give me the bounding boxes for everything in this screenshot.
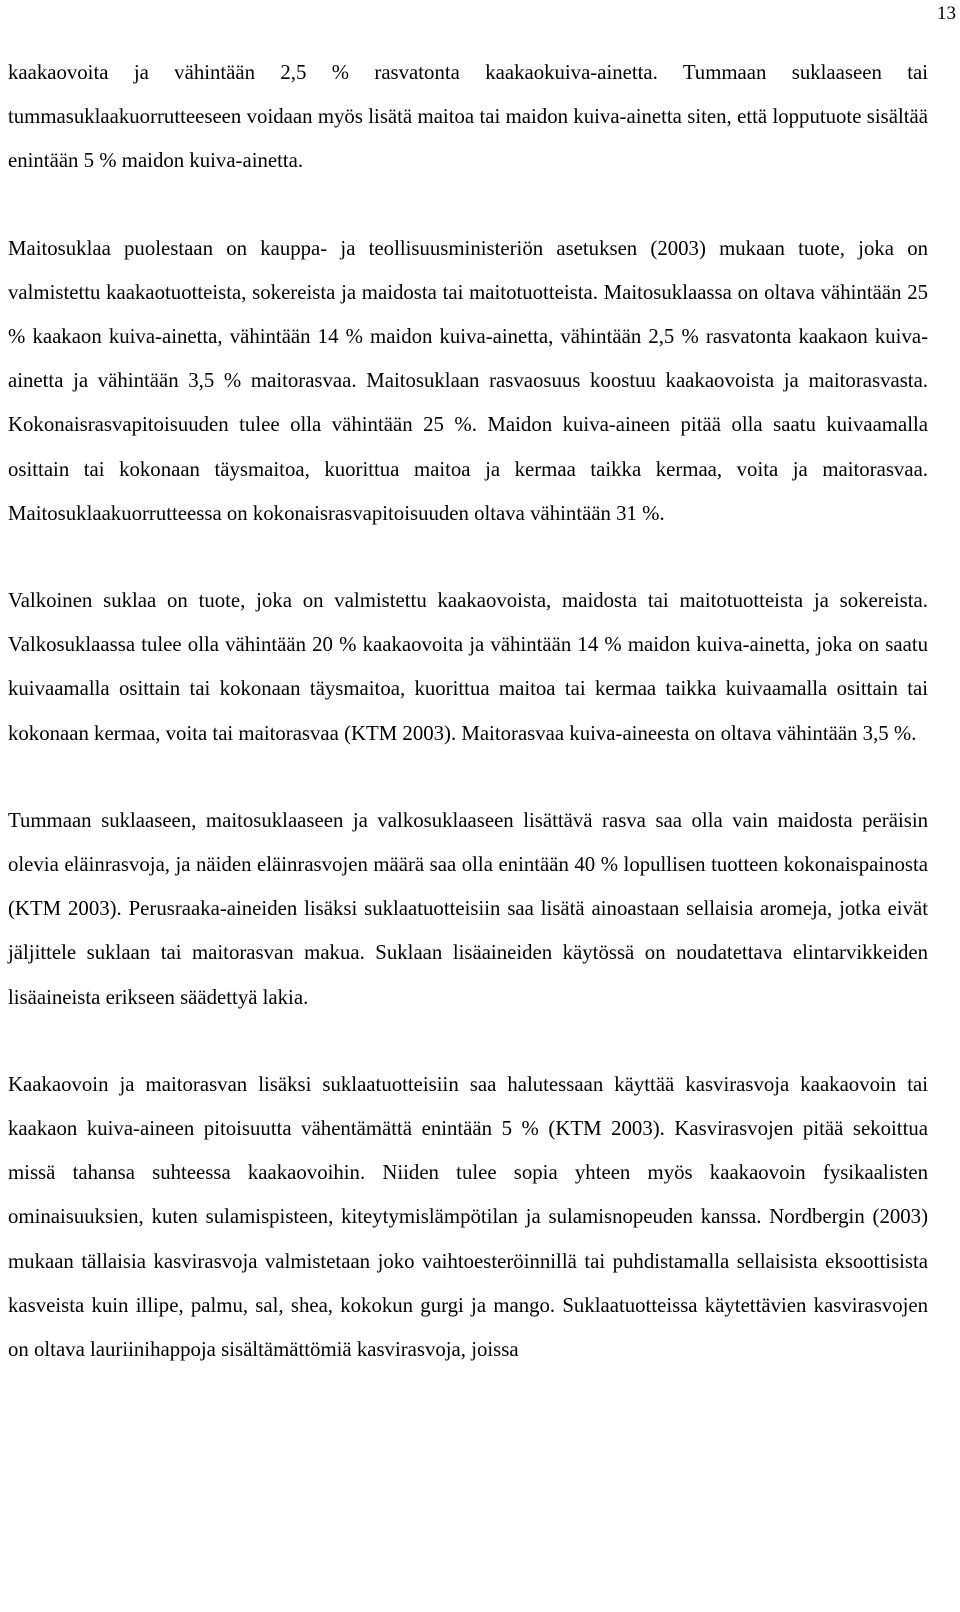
paragraph-5: Kaakaovoin ja maitorasvan lisäksi suklaatuotteisiin saa halutessaan käyttää kasvirasvoja kaakaovoin tai kaakaon kuiva-aineen pitoisuutta vähentämättä enintään 5 % (KTM 2003). Kasvirasvojen pitää sekoittua missä tahansa suhteessa kaakaovoihin. Niiden tulee sopia yhteen myös kaakaovoin fysikaalisten ominaisuuksien, kuten sulamispisteen, kiteytymislämpötilan ja sulamisnopeuden kanssa. Nordbergin (2003) mukaan tällaisia kasvirasvoja valmistetaan joko vaihtoesteröinnillä tai puhdistamalla sellaisista eksoottisista kasveista kuin illipe, palmu, sal, shea, kokokun gurgi ja mango. Suklaatuotteissa käytettävien kasvirasvojen on oltava lauriinihappoja sisältämättömiä kasvirasvoja, joissa <box>8 1072 928 1362</box>
paragraph-1: kaakaovoita ja vähintään 2,5 % rasvatonta kaakaokuiva-ainetta. Tummaan suklaaseen tai tummasuklaakuorrutteeseen voidaan myös lisätä maitoa tai maidon kuiva-ainetta siten, että lopputuote sisältää enintään 5 % maidon kuiva-ainetta. <box>8 61 928 173</box>
paragraph-4: Tummaan suklaaseen, maitosuklaaseen ja valkosuklaaseen lisättävä rasva saa olla vain maidosta peräisin olevia eläinrasvoja, ja näiden eläinrasvojen määrä saa olla enintään 40 % lopullisen tuotteen kokonaispainosta (KTM 2003). Perusraaka-aineiden lisäksi suklaatuotteisiin saa lisätä ainoastaan sellaisia aromeja, jotka eivät jäljittele suklaan tai maitorasvan makua. Suklaan lisäaineiden käytössä on noudatettava elintarvikkeiden lisäaineista erikseen säädettyä lakia. <box>8 808 928 1009</box>
paragraph-2: Maitosuklaa puolestaan on kauppa- ja teollisuusministeriön asetuksen (2003) mukaan tuote, joka on valmistettu kaakaotuotteista, sokereista ja maidosta tai maitotuotteista. Maitosuklaassa on oltava vähintään 25 % kaakaon kuiva-ainetta, vähintään 14 % maidon kuiva-ainetta, vähintään 2,5 % rasvatonta kaakaon kuiva-ainetta ja vähintään 3,5 % maitorasvaa. Maitosuklaan rasvaosuus koostuu kaakaovoista ja maitorasvasta. Kokonaisrasvapitoisuuden tulee olla vähintään 25 %. Maidon kuiva-aineen pitää olla saatu kuivaamalla osittain tai kokonaan täysmaitoa, kuorittua maitoa ja kermaa taikka kermaa, voita ja maitorasvaa. Maitosuklaakuorrutteessa on kokonaisrasvapitoisuuden oltava vähintään 31 %. <box>8 236 928 525</box>
document-body <box>8 51 928 1415</box>
page-number: 13 <box>937 3 956 24</box>
paragraph-3: Valkoinen suklaa on tuote, joka on valmistettu kaakaovoista, maidosta tai maitotuotteista ja sokereista. Valkosuklaassa tulee olla vähintään 20 % kaakaovoita ja vähintään 14 % maidon kuiva-ainetta, joka on saatu kuivaamalla osittain tai kokonaan täysmaitoa, kuorittua maitoa tai kermaa taikka kuivaamalla osittain tai kokonaan kermaa, voita tai maitorasvaa (KTM 2003). Maitorasvaa kuiva-aineesta on oltava vähintään 3,5 %. <box>8 589 928 745</box>
